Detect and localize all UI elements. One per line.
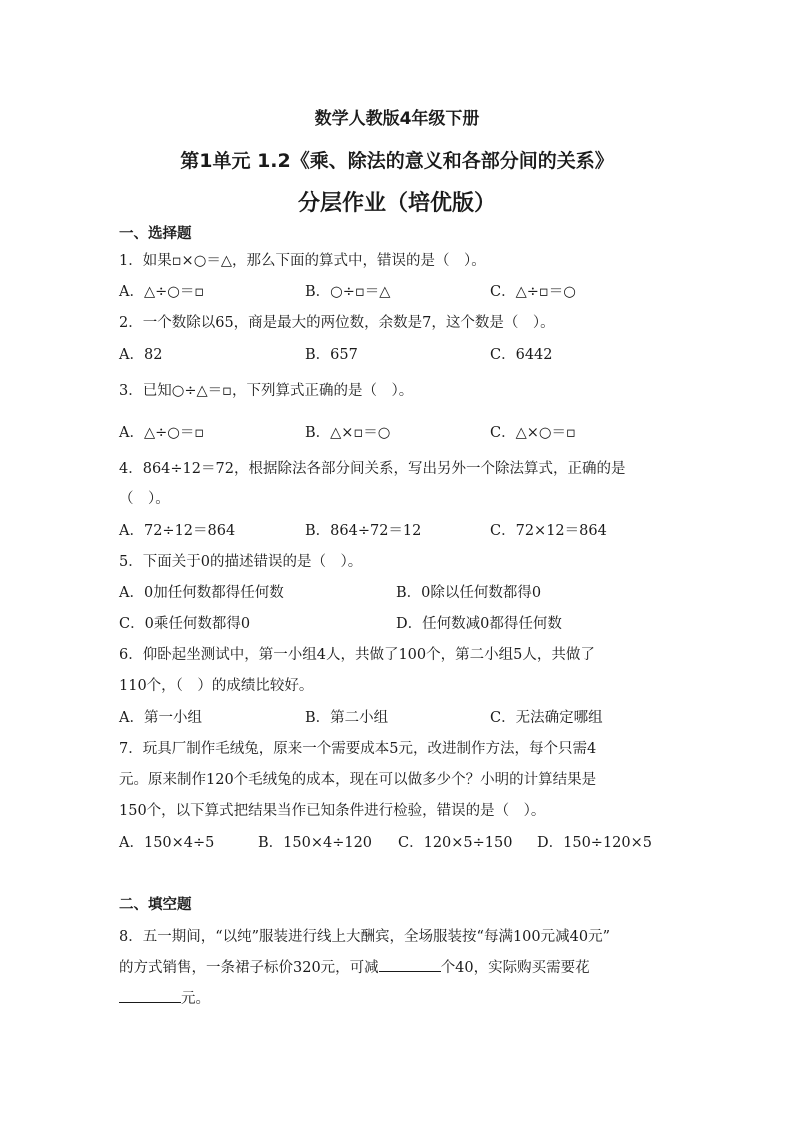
q1-option-b: B．○÷▫＝△: [305, 284, 391, 300]
q7-option-a: A．150×4÷5: [119, 835, 215, 851]
q7-option-b: B．150×4÷120: [258, 835, 373, 851]
q8-stem-line2-part2: 个40，实际购买需要花: [440, 960, 590, 976]
q5-option-b: B．0除以任何数都得0: [396, 585, 542, 601]
q7-stem-line1: 7．玩具厂制作毛绒兔，原来一个需要成本5元，改进制作方法，每个只需4: [119, 741, 597, 757]
q8-blank-1[interactable]: [379, 957, 441, 972]
q3-option-a: A．△÷○＝▫: [119, 425, 205, 441]
q6-option-c: C．无法确定哪组: [490, 710, 603, 726]
q1-stem: 1．如果▫×○＝△，那么下面的算式中，错误的是（ ）。: [119, 253, 486, 269]
q4-option-a: A．72÷12＝864: [119, 523, 236, 539]
q4-stem-line2: （ ）。: [119, 491, 170, 507]
q8-stem-line1: 8．五一期间，“以纯”服装进行线上大酬宾，全场服装按“每满100元减40元”: [119, 929, 611, 945]
q2-stem: 2．一个数除以65，商是最大的两位数，余数是7，这个数是（ ）。: [119, 315, 555, 331]
section-multiple-choice: 一、选择题: [119, 226, 192, 242]
q6-option-a: A．第一小组: [119, 710, 202, 726]
q8-stem-line3-part: 元。: [181, 991, 210, 1007]
q2-option-b: B．657: [305, 347, 358, 363]
q7-option-c: C．120×5÷150: [398, 835, 513, 851]
q3-option-c: C．△×○＝▫: [490, 425, 576, 441]
q7-option-d: D．150÷120×5: [537, 835, 653, 851]
q4-option-c: C．72×12＝864: [490, 523, 607, 539]
q8-stem-line2-part1: 的方式销售，一条裙子标价320元，可减: [119, 960, 379, 976]
book-title: 数学人教版4年级下册: [314, 109, 480, 129]
q1-option-a: A．△÷○＝▫: [119, 284, 205, 300]
q3-stem: 3．已知○÷△＝▫，下列算式正确的是（ ）。: [119, 383, 414, 399]
q8-blank-2[interactable]: [119, 988, 181, 1003]
unit-title: 第1单元 1.2《乘、除法的意义和各部分间的关系》: [180, 150, 614, 172]
q4-stem-line1: 4．864÷12＝72，根据除法各部分间关系，写出另外一个除法算式，正确的是: [119, 461, 626, 477]
q6-stem-line2: 110个，（ ）的成绩比较好。: [119, 678, 314, 694]
section-fill-blank: 二、填空题: [119, 897, 192, 913]
q2-option-c: C．6442: [490, 347, 553, 363]
q5-option-c: C．0乘任何数都得0: [119, 616, 251, 632]
q5-option-a: A．0加任何数都得任何数: [119, 585, 284, 601]
q4-option-b: B．864÷72＝12: [305, 523, 422, 539]
q7-stem-line3: 150个，以下算式把结果当作已知条件进行检验，错误的是（ ）。: [119, 803, 546, 819]
q1-option-c: C．△÷▫＝○: [490, 284, 576, 300]
q7-stem-line2: 元。原来制作120个毛绒兔的成本，现在可以做多少个？小明的计算结果是: [119, 772, 597, 788]
q8-stem-line2: [119, 956, 590, 977]
q2-option-a: A．82: [119, 347, 163, 363]
q3-option-b: B．△×▫＝○: [305, 425, 391, 441]
worksheet-title: 分层作业（培优版）: [297, 191, 496, 216]
q6-option-b: B．第二小组: [305, 710, 389, 726]
q5-stem: 5．下面关于0的描述错误的是（ ）。: [119, 554, 363, 570]
q6-stem-line1: 6．仰卧起坐测试中，第一小组4人，共做了100个，第二小组5人，共做了: [119, 647, 595, 663]
q5-option-d: D．任何数减0都得任何数: [396, 616, 562, 632]
q8-stem-line3: [119, 987, 210, 1008]
